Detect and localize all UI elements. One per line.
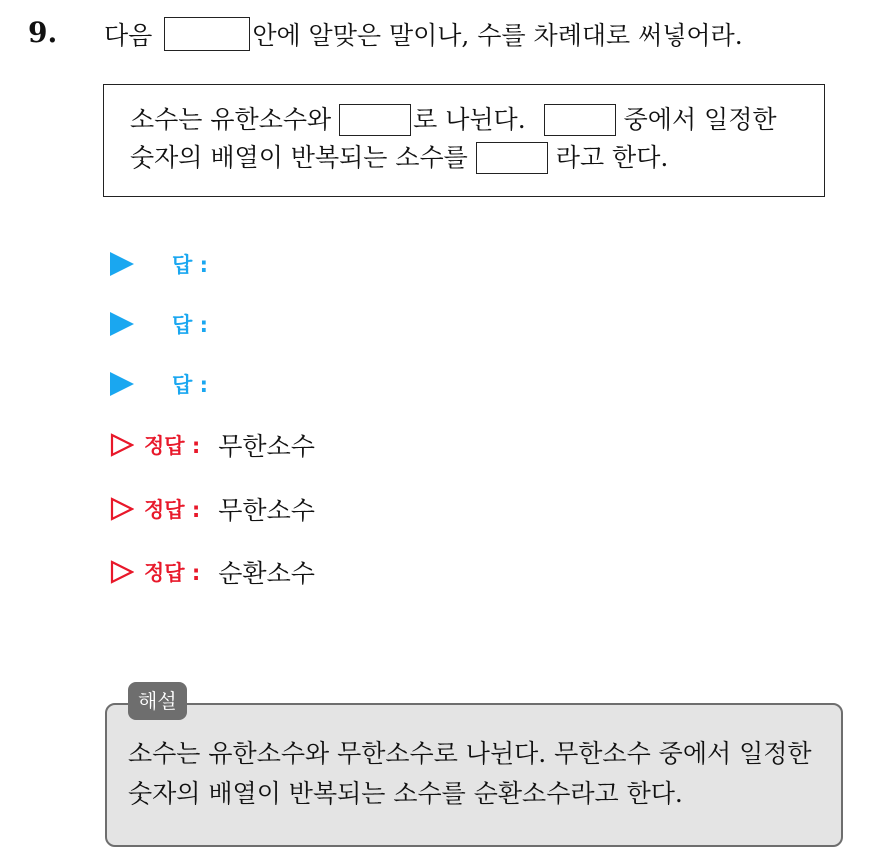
triangle-right-icon xyxy=(110,372,134,396)
triangle-outline-icon xyxy=(110,560,134,584)
box-text-2a: 숫자의 배열이 반복되는 소수를 xyxy=(130,143,468,172)
correct-row-2 xyxy=(110,494,315,524)
correct-label: 정답 : xyxy=(144,434,201,458)
answer-label: 답 : xyxy=(172,313,208,337)
stem-text-after: 안에 알맞은 말이나, 수를 차례대로 써넣어라. xyxy=(252,21,743,50)
triangle-right-icon xyxy=(110,312,134,336)
box-text-1a: 소수는 유한소수와 xyxy=(130,105,332,134)
answer-row-1[interactable] xyxy=(110,249,208,279)
answer-row-2[interactable] xyxy=(110,309,208,339)
box-text-1c: 중에서 일정한 xyxy=(623,105,777,134)
question-box-line-2 xyxy=(130,139,824,177)
correct-value: 무한소수 xyxy=(218,496,315,525)
correct-label: 정답 : xyxy=(144,561,201,585)
correct-row-3 xyxy=(110,557,315,587)
question-stem xyxy=(104,16,743,52)
stem-text-before: 다음 xyxy=(104,21,153,50)
correct-row-1 xyxy=(110,430,315,460)
box-text-1b: 로 나뉜다. xyxy=(413,105,526,134)
triangle-right-icon xyxy=(110,252,134,276)
blank-2[interactable] xyxy=(544,104,616,136)
correct-value: 순환소수 xyxy=(218,559,315,588)
question-box-line-1 xyxy=(130,101,824,139)
question-number: 9. xyxy=(28,16,58,49)
explanation-line-1: 소수는 유한소수와 무한소수로 나뉜다. 무한소수 중에서 일정한 xyxy=(128,739,812,768)
explanation-text xyxy=(128,734,812,814)
answer-row-3[interactable] xyxy=(110,369,208,399)
explanation-line-2: 숫자의 배열이 반복되는 소수를 순환소수라고 한다. xyxy=(128,779,683,808)
question-box xyxy=(103,84,825,197)
triangle-outline-icon xyxy=(110,433,134,457)
blank-3[interactable] xyxy=(476,142,548,174)
explanation-tab: 해설 xyxy=(128,682,187,720)
correct-value: 무한소수 xyxy=(218,432,315,461)
answer-label: 답 : xyxy=(172,373,208,397)
triangle-outline-icon xyxy=(110,497,134,521)
correct-label: 정답 : xyxy=(144,498,201,522)
stem-blank-box xyxy=(164,17,250,51)
box-text-2b: 라고 한다. xyxy=(555,143,669,172)
answer-label: 답 : xyxy=(172,253,208,277)
blank-1[interactable] xyxy=(339,104,411,136)
